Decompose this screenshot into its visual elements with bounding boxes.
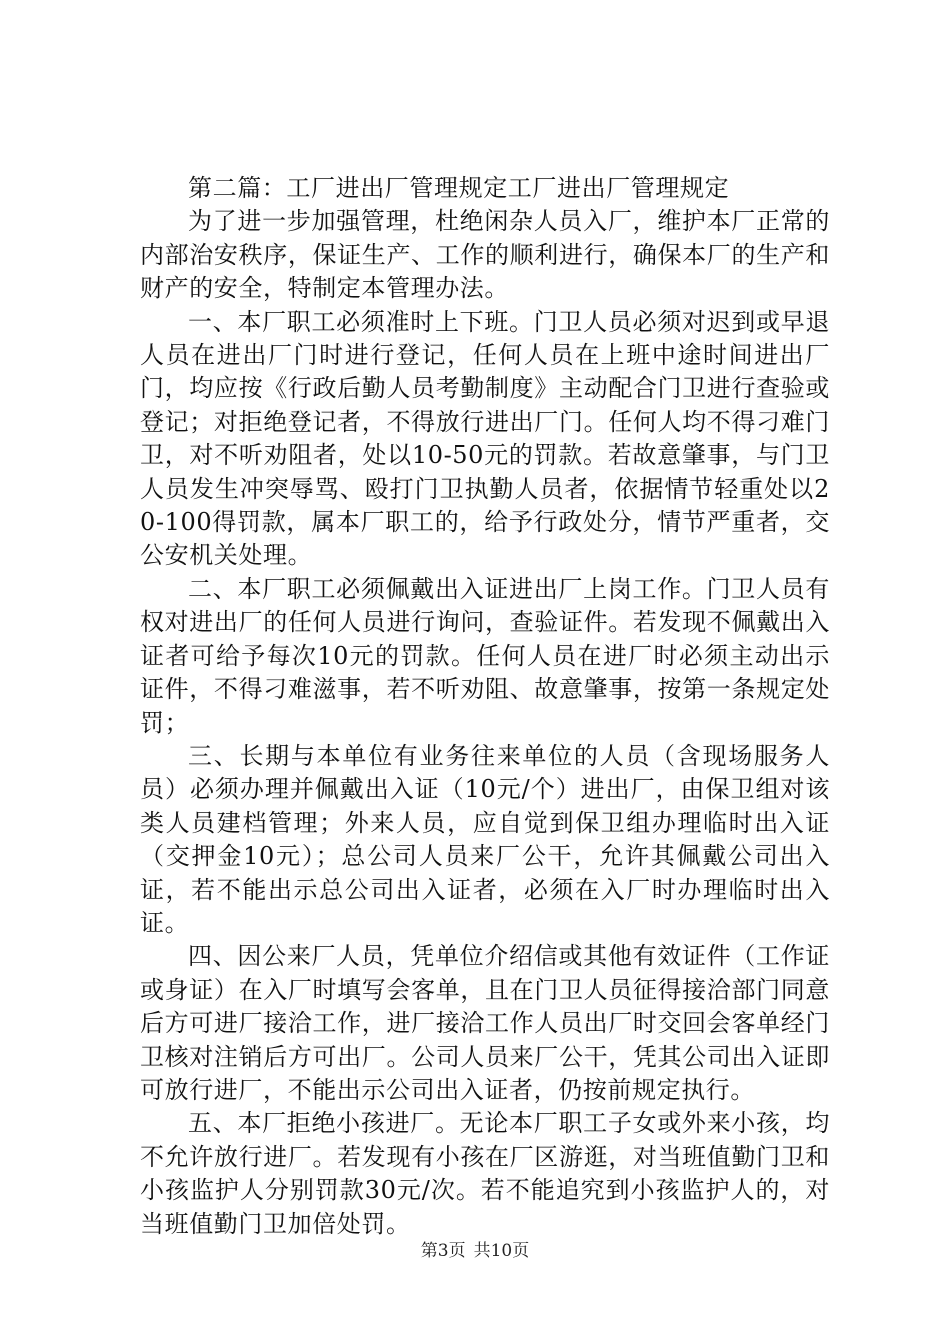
page-number: 第3页 [420, 1241, 466, 1261]
paragraph-rule-2: 二、本厂职工必须佩戴出入证进出厂上岗工作。门卫人员有权对进出厂的任何人员进行询问，查验证件。若发现不佩戴出入证者可给予每次10元的罚款。任何人员在进厂时必须主动出示证件，不得刁难滋事，若不听劝阻、故意肇事，按第一条规定处罚； [140, 574, 830, 737]
paragraph-rule-5: 五、本厂拒绝小孩进厂。无论本厂职工子女或外来小孩，均不允许放行进厂。若发现有小孩在厂区游逛，对当班值勤门卫和小孩监护人分别罚款30元/次。若不能追究到小孩监护人的，对当班值勤门卫加倍处罚。 [140, 1109, 830, 1238]
document-body [140, 172, 830, 1241]
section-title: 第二篇：工厂进出厂管理规定工厂进出厂管理规定 [188, 174, 730, 202]
page-footer [0, 1236, 950, 1261]
paragraph-rule-1: 一、本厂职工必须准时上下班。门卫人员必须对迟到或早退人员在进出厂门时进行登记，任何人员在上班中途时间进出厂门，均应按《行政后勤人员考勤制度》主动配合门卫进行查验或登记；对拒绝登记者，不得放行进出厂门。任何人均不得刁难门卫，对不听劝阻者，处以10-50元的罚款。若故意肇事，与门卫人员发生冲突辱骂、殴打门卫执勤人员者，依据情节轻重处以20-100得罚款，属本厂职工的，给予行政处分，情节严重者，交公安机关处理。 [140, 307, 830, 570]
page-total: 共10页 [473, 1241, 530, 1261]
paragraph-intro: 为了进一步加强管理，杜绝闲杂人员入厂，维护本厂正常的内部治安秩序，保证生产、工作的顺利进行，确保本厂的生产和财产的安全，特制定本管理办法。 [140, 207, 830, 303]
paragraph-rule-3: 三、长期与本单位有业务往来单位的人员（含现场服务人员）必须办理并佩戴出入证（10元/个）进出厂，由保卫组对该类人员建档管理；外来人员，应自觉到保卫组办理临时出入证（交押金10元）；总公司人员来厂公干，允许其佩戴公司出入证，若不能出示总公司出入证者，必须在入厂时办理临时出入证。 [140, 741, 830, 937]
paragraph-rule-4: 四、因公来厂人员，凭单位介绍信或其他有效证件（工作证或身证）在入厂时填写会客单，且在门卫人员征得接洽部门同意后方可进厂接洽工作，进厂接洽工作人员出厂时交回会客单经门卫核对注销后方可出厂。公司人员来厂公干，凭其公司出入证即可放行进厂，不能出示公司出入证者，仍按前规定执行。 [140, 942, 830, 1104]
